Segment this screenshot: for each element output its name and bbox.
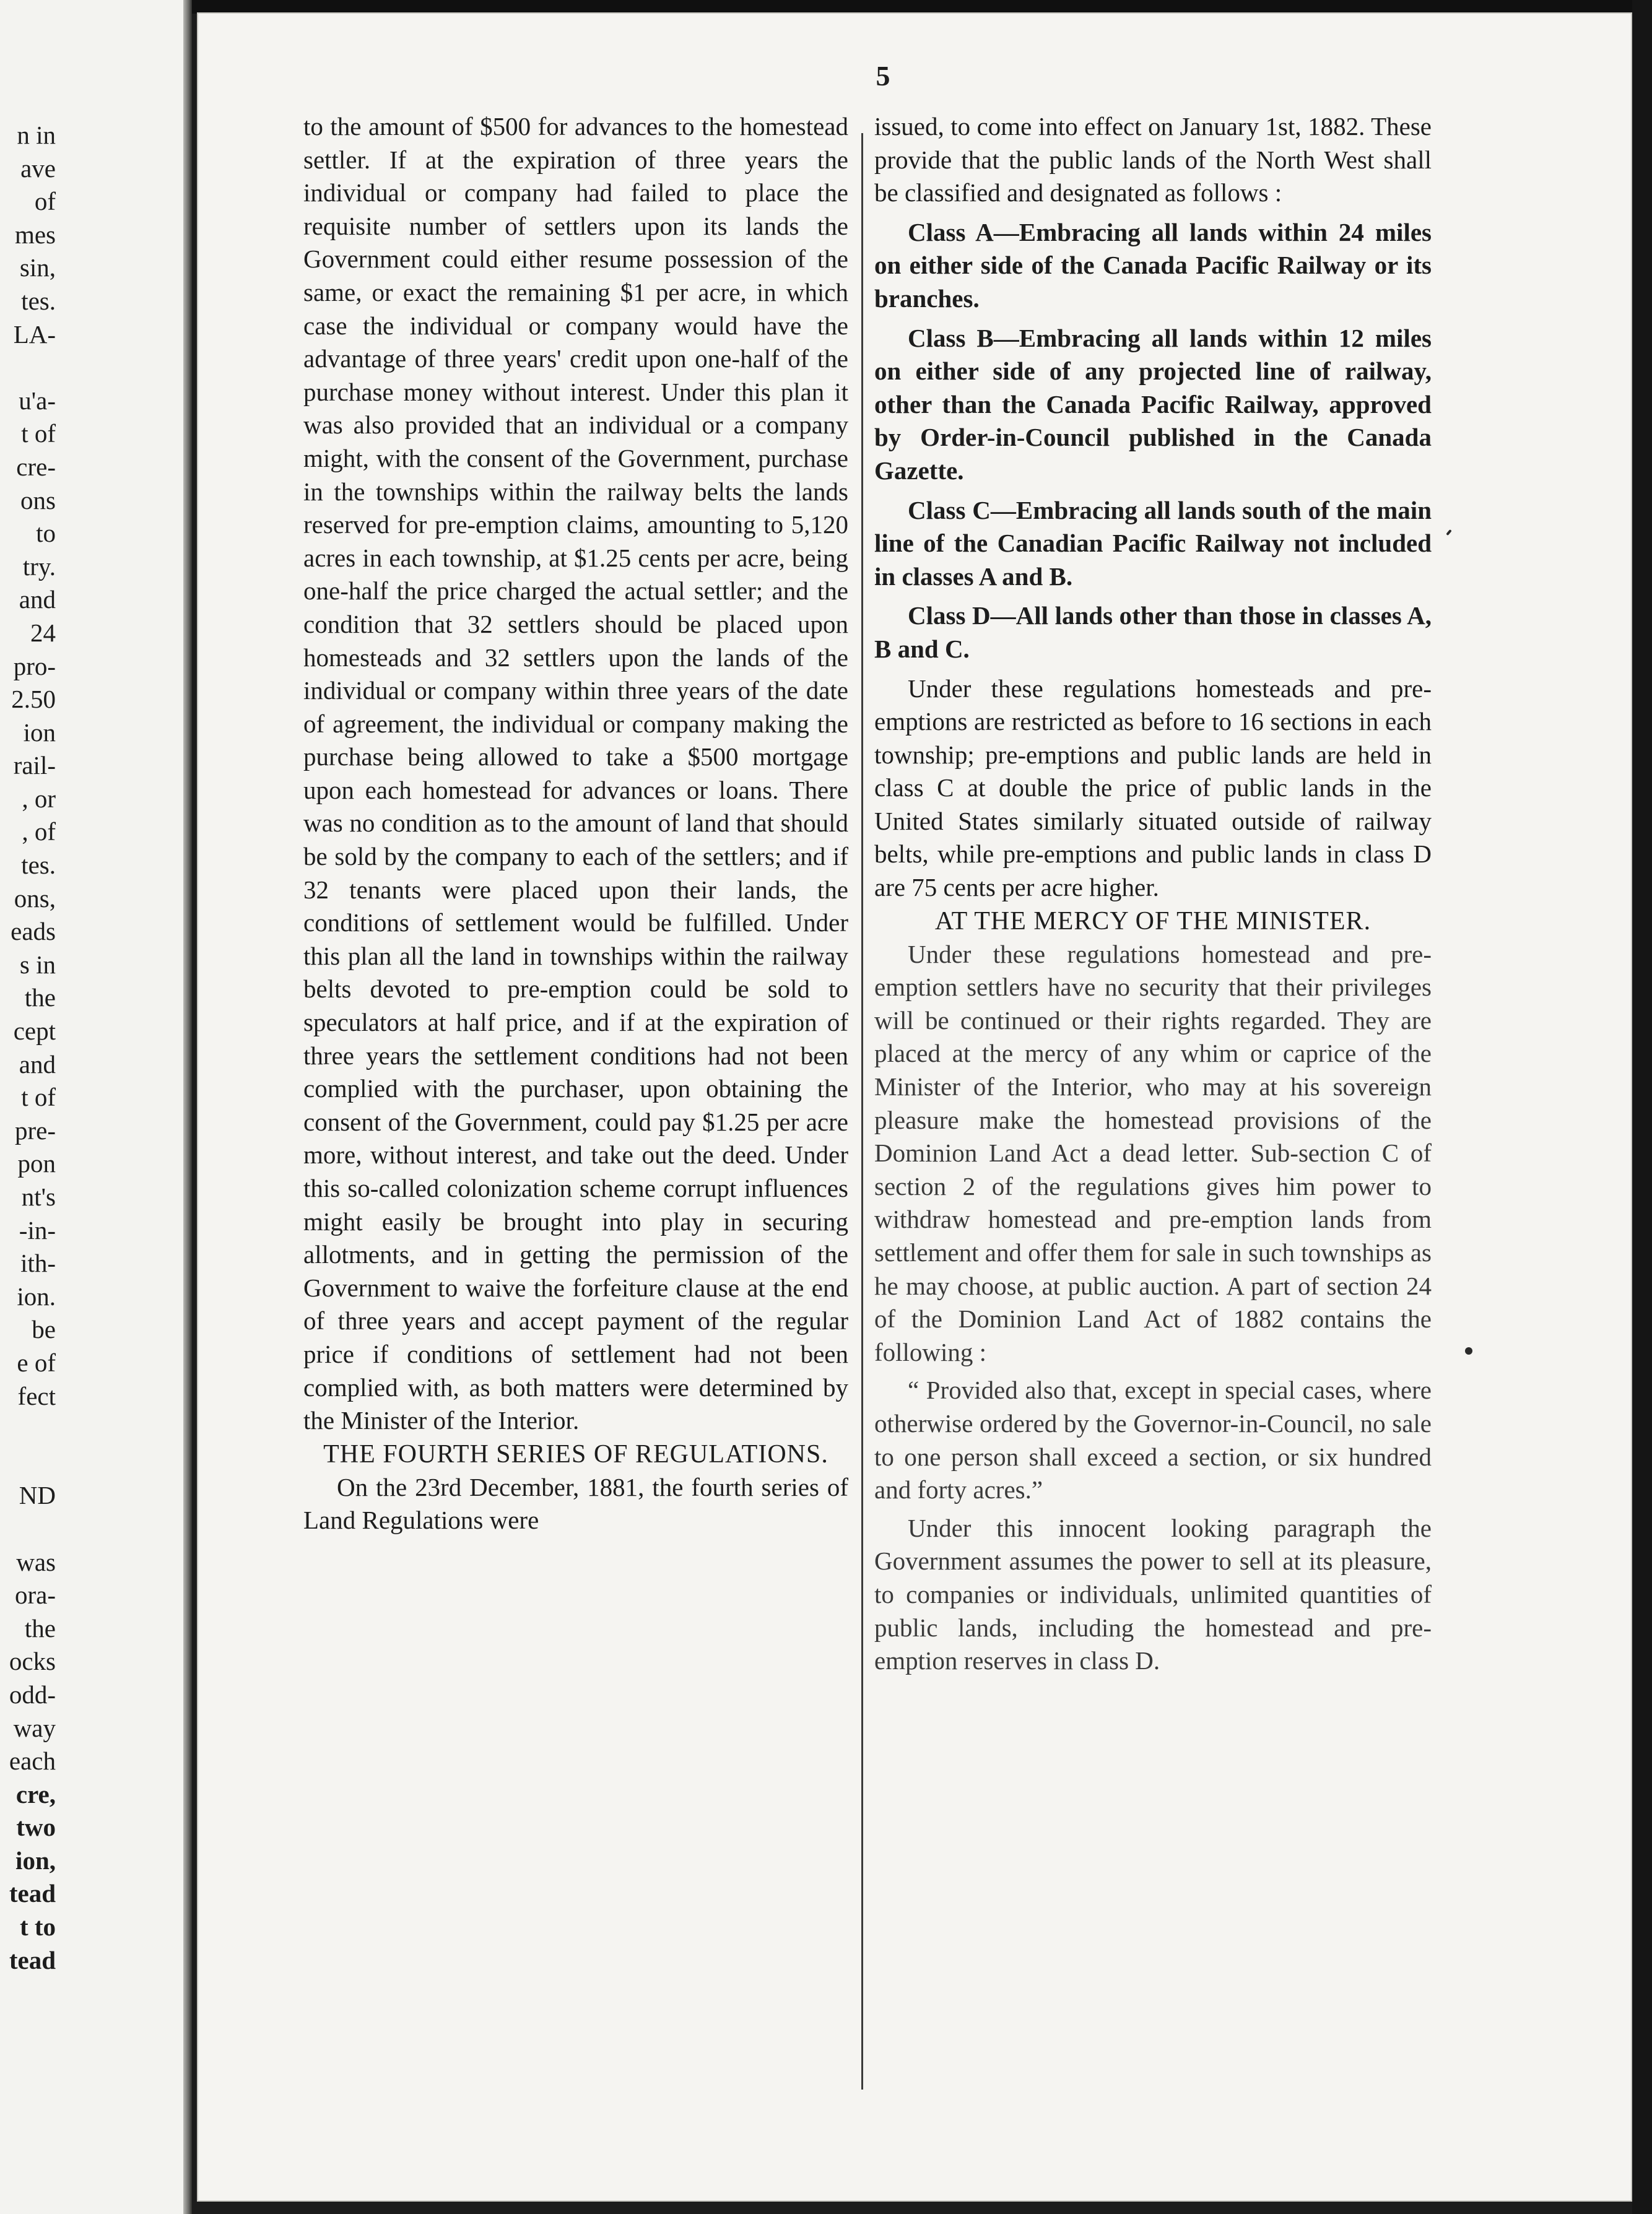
strip-fragment: 2.50 bbox=[11, 685, 56, 714]
strip-fragment: tead bbox=[9, 1879, 56, 1908]
class-a-paragraph: Class A—Embracing all lands within 24 miles on either side of the Canada Pacific Railway or its branches. bbox=[874, 217, 1432, 313]
strip-fragment: tead bbox=[9, 1945, 56, 1974]
strip-fragment: of bbox=[34, 187, 56, 216]
previous-page-fragments bbox=[0, 119, 186, 1977]
strip-fragment: cept bbox=[13, 1017, 56, 1046]
left-closing-paragraph: On the 23rd December, 1881, the fourth series of Land Regulations were bbox=[303, 1472, 848, 1535]
column-divider bbox=[861, 133, 863, 2090]
strip-fragment: pro- bbox=[13, 651, 56, 680]
strip-fragment: t of bbox=[21, 1083, 56, 1112]
mercy-paragraph: Under these regulations homestead and pre-emption settlers have no security that their privileges will be continued or their rights regarded. They are placed at the mercy of any whim or caprice of the Minister of the Interior, who may at his sovereign pleasure make the homestead provisions of the Dominion Land Act a dead letter. Sub-section C of section 2 of the regulations gives him power to withdraw homestead and pre-emption lands from settlement and offer them for sale in such townships as he may choose, at public auction. A part of section 24 of the Dominion Land Act of 1882 contains the following : bbox=[874, 939, 1432, 1366]
section-heading-mercy-of-minister: AT THE MERCY OF THE MINISTER. bbox=[934, 906, 1372, 936]
left-column bbox=[303, 110, 848, 1537]
strip-fragment: , of bbox=[22, 817, 56, 846]
strip-fragment: rail- bbox=[13, 751, 56, 780]
regulations-paragraph: Under these regulations homesteads and pre-emptions are restricted as before to 16 sections in each township; pre-emptions and public lands are held in class C at double the price of public lands in the United States similarly situated outside of railway belts, while pre-emptions and public lands in class D are 75 cents per acre higher. bbox=[874, 674, 1432, 902]
strip-fragment: 24 bbox=[30, 618, 56, 647]
strip-fragment: cre, bbox=[15, 1779, 56, 1808]
strip-fragment: mes bbox=[14, 220, 56, 249]
ink-speck bbox=[1465, 1347, 1472, 1355]
strip-fragment bbox=[0, 351, 186, 384]
strip-fragment bbox=[0, 1413, 186, 1446]
strip-fragment: tes. bbox=[21, 286, 56, 315]
strip-fragment bbox=[0, 1446, 186, 1480]
strip-fragment: ND bbox=[19, 1481, 56, 1510]
right-column bbox=[874, 110, 1432, 1678]
strip-fragment: pre- bbox=[14, 1116, 56, 1145]
strip-fragment: ons, bbox=[14, 883, 56, 913]
section-heading-fourth-series: THE FOURTH SERIES OF REGULATIONS. bbox=[323, 1439, 828, 1469]
strip-fragment bbox=[0, 1513, 186, 1546]
strip-fragment: nt's bbox=[21, 1183, 56, 1211]
strip-fragment: sin, bbox=[19, 253, 56, 282]
right-continuation-paragraph: issued, to come into effect on January 1st, 1882. These provide that the public lands of the North West shall be classified and designated as follows : bbox=[874, 112, 1432, 207]
strip-fragment: the bbox=[24, 983, 56, 1012]
strip-fragment: the bbox=[24, 1613, 56, 1643]
strip-fragment: , or bbox=[22, 784, 56, 813]
strip-fragment: tes. bbox=[21, 851, 56, 880]
strip-fragment: t to bbox=[19, 1912, 56, 1942]
class-c-paragraph: Class C—Embracing all lands south of the main line of the Canadian Pacific Railway not included in classes A and B. bbox=[874, 495, 1432, 591]
strip-fragment: ion, bbox=[15, 1846, 56, 1875]
class-b-paragraph: Class B—Embracing all lands within 12 miles on either side of any projected line of railway, other than the Canada Pacific Railway, approved by Order-in-Council published in the Canada Gazette. bbox=[874, 323, 1432, 485]
left-continuation-paragraph: to the amount of $500 for advances to the homestead settler. If at the expiration of three years the individual or company had failed to place the requisite number of settlers upon its lands the Government could either resume possession of the same, or exact the remaining $1 per acre, in which case the individual or company would have the advantage of three years' credit upon one-half of the purchase money without interest. Under this plan it was also provided that an individual or a company might, with the consent of the Government, purchase in the townships within the railway belts the lands reserved for pre-emption claims, amounting to 5,120 acres in each township, at $1.25 cents per acre, being one-half the price charged the actual settler; and the condition that 32 settlers should be placed upon homesteads and 32 settlers upon the lands of the individual or company within three years of the date of agreement, the individual or company making the purchase being allowed to take a $500 mortgage upon each homestead for advances or loans. There was no condition as to the amount of land that should be sold by the company to each of the settlers; and if 32 tenants were placed upon their lands, the conditions of settlement would be fulfilled. Under this plan all the land in townships within the railway belts devoted to pre-emption could be sold to speculators at half price, and if at the expiration of three years the settlement conditions had not been complied with the purchaser, upon obtaining the consent of the Government, could pay $1.25 per acre more, without interest, and take out the deed. Under this so-called colonization scheme corrupt influences might easily be brought into play in securing allotments, and in getting the permission of the Government to waive the forfeiture clause at the end of three years and accept payment of the regular price if conditions of settlement had not been complied with, as both matters were determined by the Minister of the Interior. bbox=[303, 112, 848, 1435]
strip-fragment: ave bbox=[20, 154, 56, 183]
scan-border bbox=[0, 0, 1652, 14]
land-act-quote: “ Provided also that, except in special cases, where otherwise ordered by the Governor-in-Council, no sale to one person shall exceed a section, or six hundred and forty acres.” bbox=[874, 1376, 1432, 1504]
book-gutter bbox=[183, 0, 192, 2214]
strip-fragment: fect bbox=[17, 1381, 56, 1410]
strip-fragment: u'a- bbox=[19, 386, 56, 415]
strip-fragment: n in bbox=[17, 121, 56, 149]
strip-fragment: way bbox=[13, 1713, 56, 1742]
strip-fragment: -in- bbox=[19, 1215, 56, 1244]
strip-fragment: e of bbox=[17, 1348, 56, 1377]
strip-fragment: ion bbox=[23, 718, 56, 747]
strip-fragment: pon bbox=[17, 1149, 56, 1178]
strip-fragment: was bbox=[16, 1547, 56, 1576]
strip-fragment: ocks bbox=[9, 1647, 56, 1676]
strip-fragment: LA- bbox=[13, 319, 56, 349]
strip-fragment: be bbox=[32, 1315, 56, 1344]
strip-fragment: ons bbox=[20, 485, 56, 514]
class-d-paragraph: Class D—All lands other than those in classes A, B and C. bbox=[874, 601, 1432, 663]
closing-paragraph: Under this innocent looking paragraph the Government assumes the power to sell at its pleasure, to companies or individuals, unlimited quantities of public lands, including the homestead and pre-emption reserves in class D. bbox=[874, 1513, 1432, 1675]
strip-fragment: s in bbox=[19, 950, 56, 979]
strip-fragment: cre- bbox=[16, 452, 56, 481]
strip-fragment: odd- bbox=[9, 1680, 56, 1709]
strip-fragment: t of bbox=[21, 419, 56, 448]
strip-fragment: each bbox=[9, 1747, 56, 1776]
strip-fragment: ith- bbox=[20, 1249, 56, 1278]
scan-border-right bbox=[1632, 0, 1652, 2214]
strip-fragment: and bbox=[19, 585, 56, 614]
strip-fragment: to bbox=[36, 519, 56, 548]
page-number: 5 bbox=[876, 60, 890, 92]
strip-fragment: and bbox=[19, 1049, 56, 1079]
strip-fragment: ora- bbox=[14, 1581, 56, 1610]
previous-page-strip bbox=[0, 0, 186, 2214]
strip-fragment: try. bbox=[22, 552, 56, 581]
strip-fragment: eads bbox=[11, 917, 56, 946]
strip-fragment: two bbox=[16, 1813, 56, 1842]
strip-fragment: ion. bbox=[17, 1282, 56, 1311]
